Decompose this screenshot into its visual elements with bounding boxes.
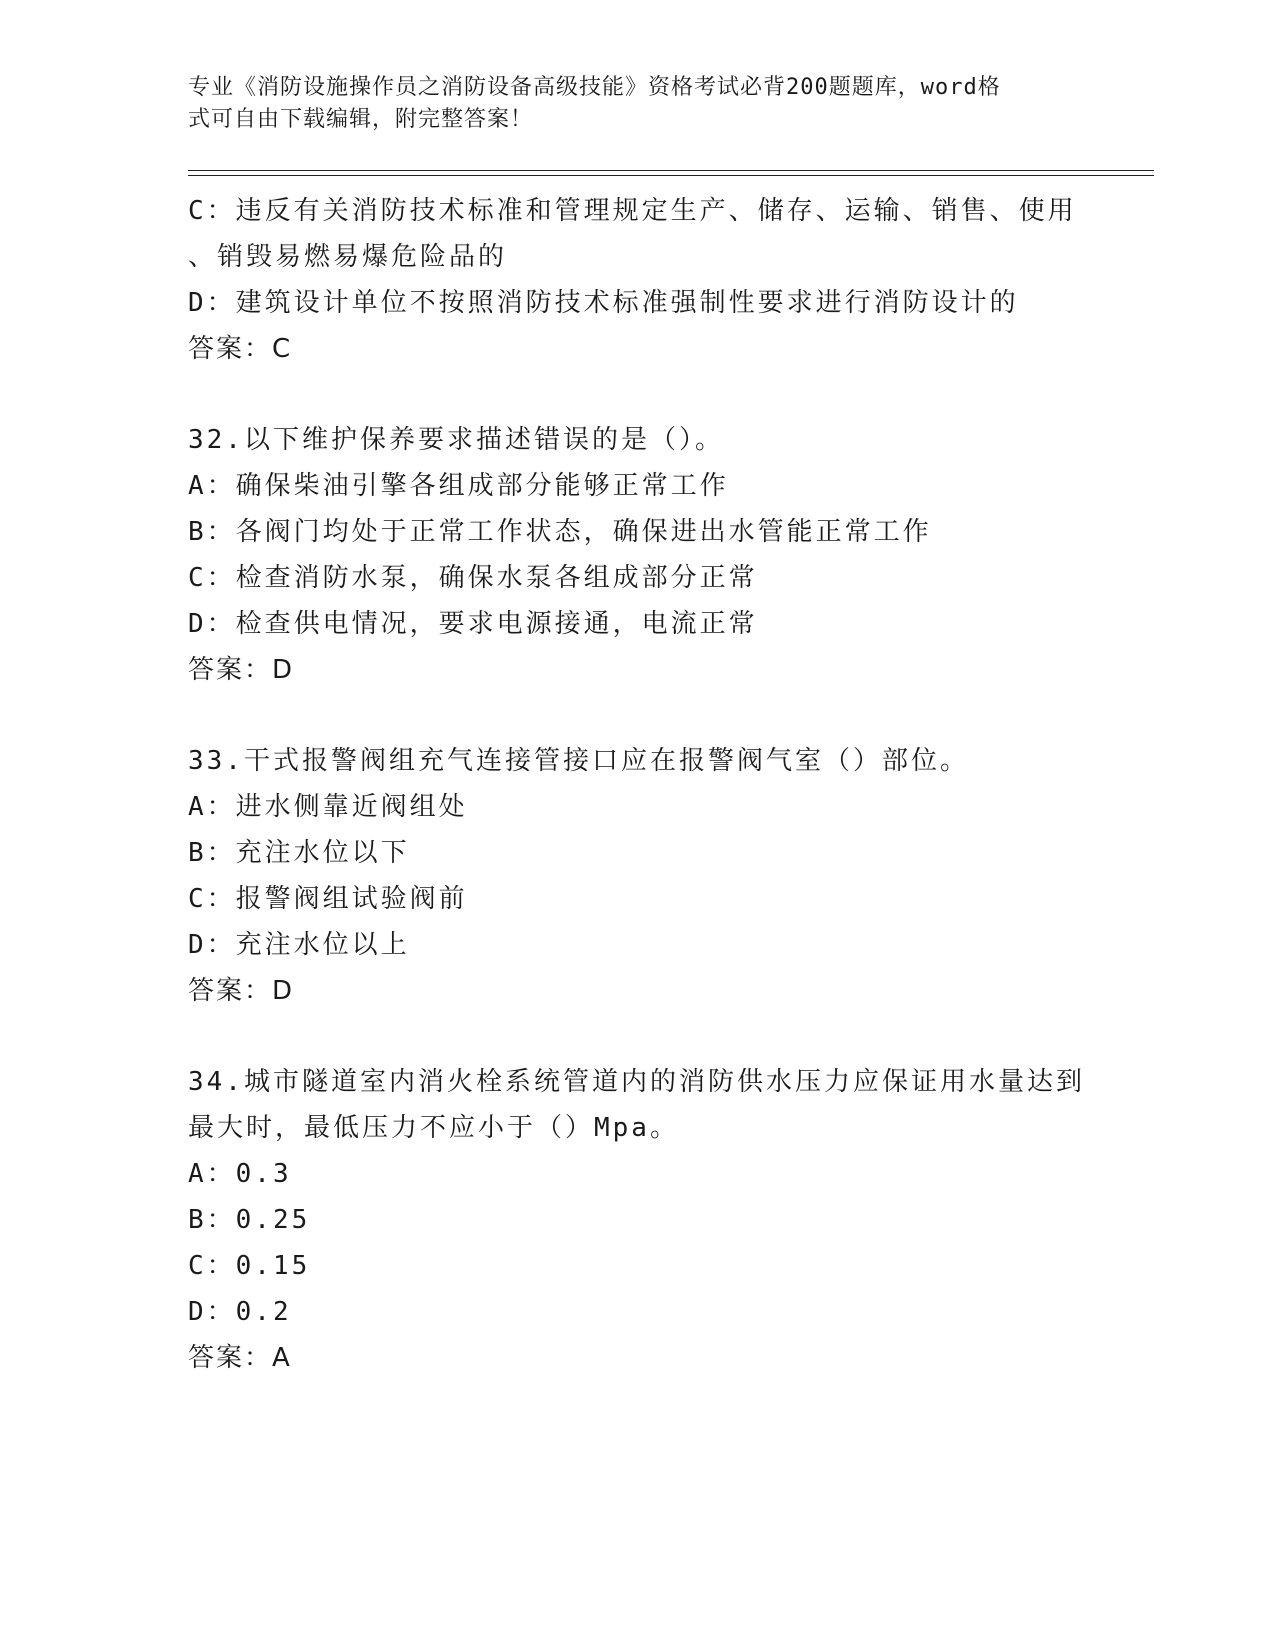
option-d: D：0.2 <box>188 1297 292 1327</box>
header-line-1: 专业《消防设施操作员之消防设备高级技能》资格考试必背200题题库，word格 <box>188 75 1001 100</box>
document-header <box>188 72 1068 136</box>
question-block-previous <box>188 188 1088 372</box>
option-c: C：检查消防水泵，确保水泵各组成部分正常 <box>188 563 758 593</box>
question-block-34 <box>188 1059 1088 1381</box>
option-c-continued: 、销毁易燃易爆危险品的 <box>188 242 508 272</box>
question-block-33 <box>188 738 1088 1014</box>
question-stem: 33.干式报警阀组充气连接管接口应在报警阀气室（）部位。 <box>188 746 969 776</box>
option-c: C：0.15 <box>188 1251 311 1281</box>
option-b: B：各阀门均处于正常工作状态，确保进出水管能正常工作 <box>188 517 932 547</box>
option-a: A：确保柴油引擎各组成部分能够正常工作 <box>188 471 729 501</box>
answer-line: 答案：D <box>188 976 295 1006</box>
header-divider-bottom <box>188 175 1154 176</box>
question-list <box>188 188 1088 1381</box>
option-b: B：充注水位以下 <box>188 838 410 868</box>
option-a: A：进水侧靠近阀组处 <box>188 792 468 822</box>
question-stem: 32.以下维护保养要求描述错误的是（）。 <box>188 425 724 455</box>
answer-line: 答案：D <box>188 655 295 685</box>
option-d: D：充注水位以上 <box>188 930 410 960</box>
option-c: C：违反有关消防技术标准和管理规定生产、储存、运输、销售、使用 <box>188 196 1077 226</box>
answer-line: 答案：C <box>188 334 293 364</box>
option-d: D：建筑设计单位不按照消防技术标准强制性要求进行消防设计的 <box>188 288 1019 318</box>
option-d: D：检查供电情况，要求电源接通，电流正常 <box>188 609 758 639</box>
question-stem: 34.城市隧道室内消火栓系统管道内的消防供水压力应保证用水量达到 <box>188 1067 1085 1097</box>
question-stem-continued: 最大时，最低压力不应小于（）Mpa。 <box>188 1113 679 1143</box>
header-divider-top <box>188 170 1154 171</box>
answer-line: 答案：A <box>188 1343 292 1373</box>
header-line-2: 式可自由下载编辑，附完整答案！ <box>188 107 534 132</box>
option-b: B：0.25 <box>188 1205 311 1235</box>
question-block-32 <box>188 417 1088 693</box>
option-c: C：报警阀组试验阀前 <box>188 884 468 914</box>
option-a: A：0.3 <box>188 1159 292 1189</box>
